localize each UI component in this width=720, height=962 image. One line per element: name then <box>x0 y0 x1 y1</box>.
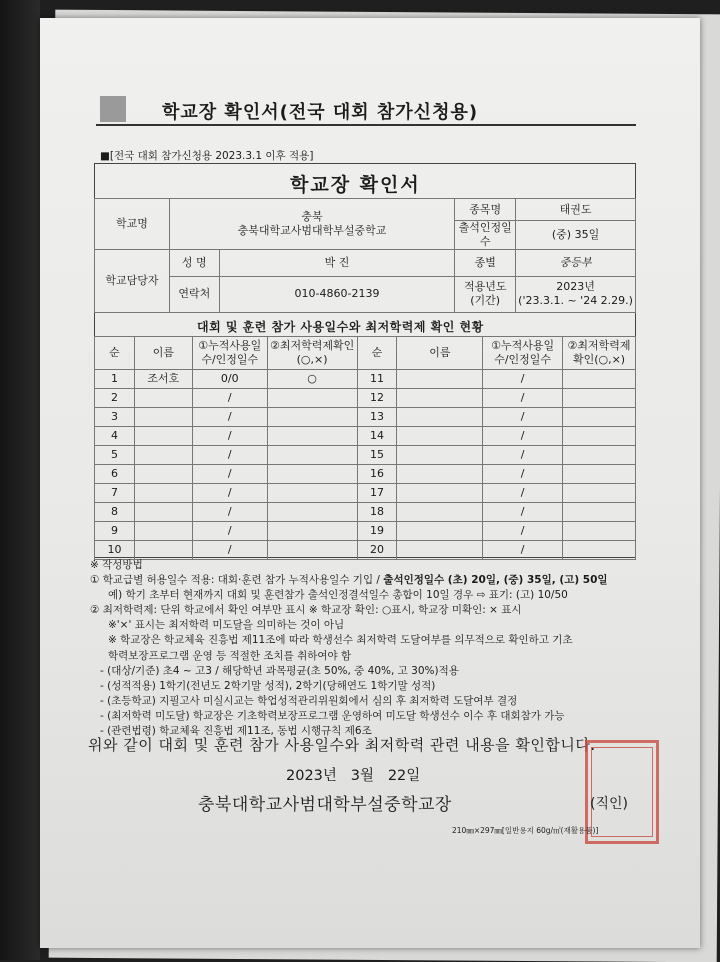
row-days: / <box>192 465 267 484</box>
page-heading: 학교장 확인서(전국 대회 참가신청용) <box>162 102 479 123</box>
row-check <box>267 522 357 541</box>
document-title: 학교장 확인서 <box>290 174 421 196</box>
teacher-label: 학교담당자 <box>95 249 170 312</box>
instruction-line: - (최저학력 미도달) 학교장은 기초학력보장프로그램 운영하여 미도달 학생선수 이수 후 대회참가 가능 <box>100 709 565 722</box>
seal-label: (직인) <box>590 796 628 812</box>
row-name <box>134 522 192 541</box>
row-days: 0/0 <box>192 370 267 389</box>
col-check-2: ②최저학력제확인(○,×) <box>563 337 636 370</box>
instruction-line: ※'×' 표시는 최저학력 미도달을 의미하는 것이 아님 <box>108 619 345 632</box>
instruction-line <box>90 573 650 588</box>
row-name <box>134 465 192 484</box>
row-days-2: / <box>483 541 563 560</box>
contact-value: 010-4860-2139 <box>219 276 455 312</box>
row-no-2: 18 <box>357 503 397 522</box>
name-value: 박 진 <box>219 249 455 276</box>
table-row <box>95 427 636 446</box>
row-days-2: / <box>483 465 563 484</box>
col-check: ②최저학력제확인(○,×) <box>267 337 357 370</box>
row-days-2: / <box>483 389 563 408</box>
table-row <box>95 522 636 541</box>
col-days: ①누적사용일수/인정일수 <box>192 337 267 370</box>
instruction-bold-text: 출석인정일수 (초) 20일, (중) 35일, (고) 50일 <box>383 574 608 587</box>
row-no: 7 <box>95 484 135 503</box>
row-days: / <box>192 522 267 541</box>
row-no-2: 11 <box>357 370 397 389</box>
date-month: 3월 <box>350 768 374 784</box>
period-value: ('23.3.1. ~ '24 2.29.) <box>518 294 633 307</box>
school-label: 학교명 <box>95 199 170 250</box>
row-no: 3 <box>95 408 135 427</box>
table-row <box>95 503 636 522</box>
row-days: / <box>192 446 267 465</box>
table-row <box>95 408 636 427</box>
row-check-2 <box>563 446 636 465</box>
row-no-2: 17 <box>357 484 397 503</box>
table-row <box>95 484 636 503</box>
row-name-2 <box>397 541 483 560</box>
row-no-2: 14 <box>357 427 397 446</box>
row-days-2: / <box>483 427 563 446</box>
row-check <box>267 427 357 446</box>
table-row <box>95 541 636 560</box>
attendance-value: (중) 35일 <box>516 221 636 250</box>
row-no-2: 12 <box>357 389 397 408</box>
row-days-2: / <box>483 446 563 465</box>
row-name-2 <box>397 522 483 541</box>
date-day: 22일 <box>387 768 421 784</box>
row-check-2 <box>563 427 636 446</box>
col-name: 이름 <box>134 337 192 370</box>
instructions-heading: ※ 작성방법 <box>90 559 143 571</box>
row-days: / <box>192 408 267 427</box>
instruction-line: - (성적적용) 1학기(전년도 2학기말 성적), 2학기(당해연도 1학기말 성적) <box>100 679 436 692</box>
row-check-2 <box>563 465 636 484</box>
row-no: 4 <box>95 427 135 446</box>
row-name-2 <box>397 484 483 503</box>
category-label: 종별 <box>455 249 516 276</box>
name-label: 성 명 <box>169 249 219 276</box>
row-no-2: 13 <box>357 408 397 427</box>
row-name-2 <box>397 427 483 446</box>
row-check-2 <box>563 484 636 503</box>
row-check <box>267 465 357 484</box>
row-days-2: / <box>483 408 563 427</box>
row-name-2 <box>397 370 483 389</box>
event-value: 태권도 <box>516 199 636 221</box>
row-check: ○ <box>267 370 357 389</box>
row-check <box>267 484 357 503</box>
row-check-2 <box>563 370 636 389</box>
row-days-2: / <box>483 370 563 389</box>
row-check <box>267 389 357 408</box>
event-label: 종목명 <box>455 199 516 221</box>
row-name <box>134 427 192 446</box>
row-check-2 <box>563 408 636 427</box>
date-year: 2023년 <box>286 768 337 784</box>
row-check-2 <box>563 541 636 560</box>
row-check-2 <box>563 503 636 522</box>
contact-label: 연락처 <box>169 276 219 312</box>
table-row <box>95 446 636 465</box>
row-name <box>134 446 192 465</box>
row-check <box>267 446 357 465</box>
row-name-2 <box>397 408 483 427</box>
instructions <box>90 558 650 739</box>
instruction-line: ※ 학교장은 학교체육 진흥법 제11조에 따라 학생선수 최저학력 도달여부를 의무적으로 확인하고 기초 <box>108 634 573 647</box>
row-name <box>134 408 192 427</box>
row-no: 9 <box>95 522 135 541</box>
row-name-2 <box>397 503 483 522</box>
table-row <box>95 465 636 484</box>
row-check <box>267 541 357 560</box>
instruction-line: 학력보장프로그램 운영 등 적절한 조치를 취하여야 함 <box>108 649 352 662</box>
school-region: 충북 <box>301 210 323 223</box>
attendance-label: 출석인정일수 <box>455 221 516 250</box>
col-days-2: ①누적사용일수/인정일수 <box>483 337 563 370</box>
row-days-2: / <box>483 484 563 503</box>
row-no-2: 15 <box>357 446 397 465</box>
issue-date <box>286 764 420 785</box>
row-no: 1 <box>95 370 135 389</box>
row-check-2 <box>563 389 636 408</box>
school-cell <box>169 199 454 250</box>
row-no: 5 <box>95 446 135 465</box>
row-days-2: / <box>483 503 563 522</box>
year-value: 2023년 <box>556 280 595 294</box>
row-no-2: 20 <box>357 541 397 560</box>
row-check <box>267 408 357 427</box>
col-no-2: 순 <box>357 337 397 370</box>
category-value: 중등부 <box>516 249 636 276</box>
row-name <box>134 503 192 522</box>
row-name-2 <box>397 465 483 484</box>
row-days: / <box>192 389 267 408</box>
principal-title: 충북대학교사범대학부설중학교장 <box>198 795 452 815</box>
heading-rule <box>96 124 636 126</box>
instruction-line: 예) 학기 초부터 현재까지 대회 및 훈련참가 출석인정결석일수 총합이 10일 경우 ⇨ 표기: (고) 10/50 <box>108 589 568 602</box>
row-no: 8 <box>95 503 135 522</box>
row-name <box>134 484 192 503</box>
instruction-line: - (대상/기준) 초4 ~ 고3 / 해당학년 과목평균(초 50%, 중 40%, 고 30%)적용 <box>100 664 459 677</box>
applicability-note: ■[전국 대회 참가신청용 2023.3.1 이후 적용] <box>100 150 314 162</box>
row-name-2 <box>397 446 483 465</box>
col-name-2: 이름 <box>397 337 483 370</box>
row-days: / <box>192 427 267 446</box>
table-header <box>95 337 636 370</box>
col-no: 순 <box>95 337 135 370</box>
row-check <box>267 503 357 522</box>
instruction-line: - (초등학교) 지필고사 미실시교는 학업성적관리위원회에서 심의 후 최저학력 도달여부 결정 <box>100 694 518 707</box>
info-table <box>94 198 636 313</box>
participation-table <box>94 336 636 560</box>
row-no: 6 <box>95 465 135 484</box>
row-no: 10 <box>95 541 135 560</box>
instruction-line: ② 최저학력제: 단위 학교에서 확인 여부만 표시 ※ 학교장 확인: ○표시, 학교장 미확인: × 표시 <box>90 604 522 617</box>
instruction-line: - (관련법령) 학교체육 진흥법 제11조, 동법 시행규칙 제6조 <box>100 725 372 738</box>
year-cell <box>516 276 636 312</box>
row-no-2: 16 <box>357 465 397 484</box>
row-days: / <box>192 503 267 522</box>
paper-spec: 210㎜×297㎜[일반용지 60g/㎡(재활용품)] <box>452 826 599 835</box>
row-name <box>134 541 192 560</box>
row-name <box>134 389 192 408</box>
school-name: 충북대학교사범대학부설중학교 <box>237 223 387 237</box>
row-days: / <box>192 541 267 560</box>
table-title: 대회 및 훈련 참가 사용일수와 최저학력제 확인 현황 <box>197 320 484 334</box>
row-days: / <box>192 484 267 503</box>
stamp-inner-border <box>591 747 653 837</box>
row-name: 조서호 <box>134 370 192 389</box>
row-check-2 <box>563 522 636 541</box>
row-name-2 <box>397 389 483 408</box>
table-row <box>95 389 636 408</box>
title-marker <box>100 96 126 122</box>
row-no-2: 19 <box>357 522 397 541</box>
row-no: 2 <box>95 389 135 408</box>
row-days-2: / <box>483 522 563 541</box>
instruction-text: ① 학교급별 허용일수 적용: 대회·훈련 참가 누적사용일수 기입 / <box>90 574 384 587</box>
table-row <box>95 370 636 389</box>
confirmation-statement: 위와 같이 대회 및 훈련 참가 사용일수와 최저학력 관련 내용을 확인합니다. <box>88 736 596 754</box>
year-label: 적용년도(기간) <box>455 276 516 312</box>
